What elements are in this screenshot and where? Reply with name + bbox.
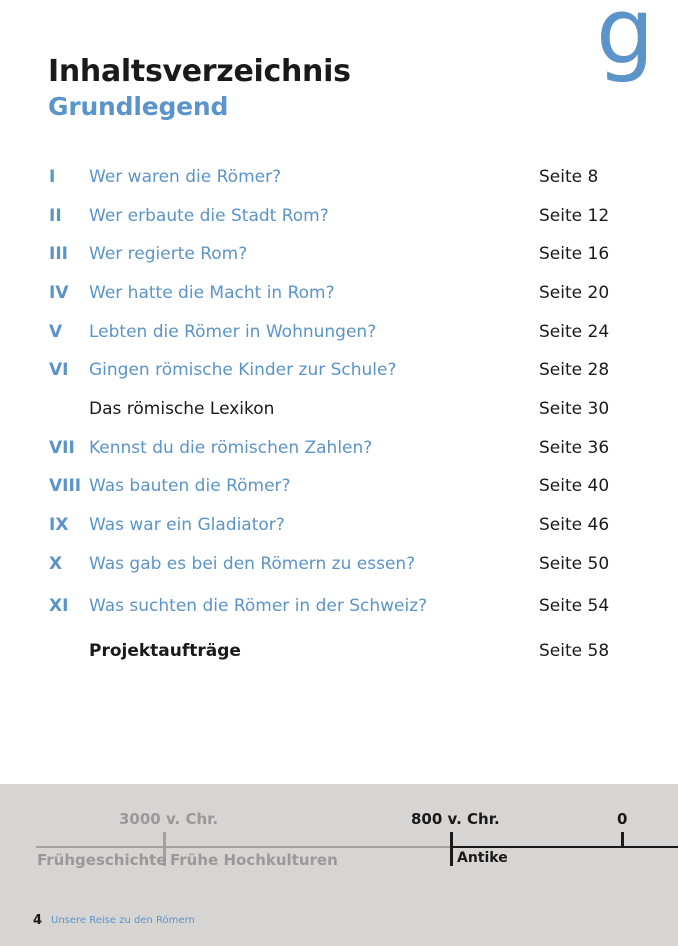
toc-page-ref: Seite 20 — [539, 283, 610, 303]
toc-chapter-title: Was war ein Gladiator? — [89, 515, 285, 535]
toc-chapter-number: X — [49, 554, 63, 574]
toc-row[interactable] — [0, 244, 678, 270]
toc-row[interactable] — [0, 206, 678, 232]
toc-page-ref: Seite 40 — [539, 476, 610, 496]
toc-row[interactable] — [0, 476, 678, 502]
timeline-date-800bc: 800 v. Chr. — [411, 810, 500, 828]
toc-page-ref: Seite 30 — [539, 399, 610, 419]
timeline-tick-800bc — [450, 832, 453, 866]
toc-page-ref: Seite 28 — [539, 360, 610, 380]
timeline-line-antiquity — [452, 846, 678, 848]
timeline-era-early-civilizations: Frühe Hochkulturen — [170, 851, 338, 869]
toc-chapter-number: I — [49, 167, 56, 187]
toc-page-ref: Seite 46 — [539, 515, 610, 535]
toc-chapter-number: VII — [49, 438, 75, 458]
toc-chapter-title: Gingen römische Kinder zur Schule? — [89, 360, 397, 380]
toc-chapter-number: XI — [49, 596, 69, 616]
toc-extra-title: Projektaufträge — [89, 641, 241, 661]
toc-chapter-number: V — [49, 322, 63, 342]
toc-chapter-title: Wer regierte Rom? — [89, 244, 248, 264]
timeline-date-0: 0 — [617, 810, 628, 828]
timeline-tick-0 — [621, 832, 624, 848]
toc-row[interactable] — [0, 554, 678, 580]
toc-row[interactable] — [0, 283, 678, 309]
toc-row[interactable] — [0, 360, 678, 386]
toc-row[interactable] — [0, 641, 678, 667]
toc-row[interactable] — [0, 399, 678, 425]
page-number: 4 — [33, 913, 43, 928]
toc-chapter-title: Lebten die Römer in Wohnungen? — [89, 322, 377, 342]
toc-page-ref: Seite 50 — [539, 554, 610, 574]
toc-page-ref: Seite 54 — [539, 596, 610, 616]
toc-row[interactable] — [0, 322, 678, 348]
toc-chapter-number: VIII — [49, 476, 82, 496]
timeline-era-antiquity: Antike — [457, 850, 508, 866]
timeline-line-past — [36, 846, 452, 848]
toc-chapter-number: VI — [49, 360, 69, 380]
toc-page-ref: Seite 8 — [539, 167, 599, 187]
page-title: Inhaltsverzeichnis — [48, 54, 351, 89]
toc-extra-title: Das römische Lexikon — [89, 399, 275, 419]
toc-chapter-title: Was suchten die Römer in der Schweiz? — [89, 596, 428, 616]
toc-page-ref: Seite 36 — [539, 438, 610, 458]
toc-chapter-number: IX — [49, 515, 69, 535]
toc-chapter-title: Kennst du die römischen Zahlen? — [89, 438, 373, 458]
toc-row[interactable] — [0, 515, 678, 541]
toc-page-ref: Seite 12 — [539, 206, 610, 226]
toc-chapter-title: Was bauten die Römer? — [89, 476, 291, 496]
toc-chapter-number: IV — [49, 283, 69, 303]
toc-chapter-title: Was gab es bei den Römern zu essen? — [89, 554, 416, 574]
toc-chapter-number: II — [49, 206, 62, 226]
toc-page-ref: Seite 16 — [539, 244, 610, 264]
toc-chapter-title: Wer hatte die Macht in Rom? — [89, 283, 335, 303]
timeline-era-prehistory: Frühgeschichte — [37, 851, 167, 869]
toc-chapter-number: III — [49, 244, 68, 264]
level-logo-icon: g — [596, 0, 655, 85]
running-footer-title: Unsere Reise zu den Römern — [51, 915, 195, 926]
toc-chapter-title: Wer erbaute die Stadt Rom? — [89, 206, 329, 226]
toc-row[interactable] — [0, 596, 678, 622]
page-subtitle: Grundlegend — [48, 92, 229, 121]
toc-row[interactable] — [0, 167, 678, 193]
toc-row[interactable] — [0, 438, 678, 464]
toc-chapter-title: Wer waren die Römer? — [89, 167, 282, 187]
timeline-date-3000bc: 3000 v. Chr. — [119, 810, 219, 828]
toc-page-ref: Seite 24 — [539, 322, 610, 342]
toc-page-ref: Seite 58 — [539, 641, 610, 661]
